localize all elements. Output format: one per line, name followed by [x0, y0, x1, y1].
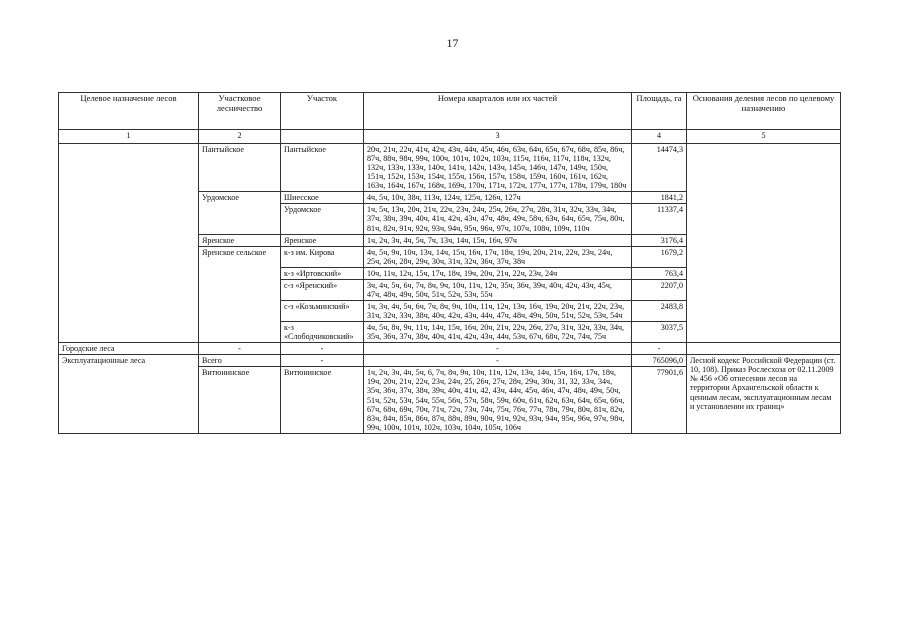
section-cell: - — [281, 343, 364, 355]
table-row-urban — [59, 343, 841, 355]
col-number: 5 — [687, 130, 841, 144]
col-number: 4 — [632, 130, 687, 144]
header-basis: Основания деления лесов по целевому назначению — [687, 93, 841, 130]
quarters-cell: 20ч, 21ч, 22ч, 41ч, 42ч, 43ч, 44ч, 45ч, 46ч, 63ч, 64ч, 65ч, 67ч, 68ч, 85ч, 86ч, 87ч, 88ч, 98ч, 99ч, 100ч, 101ч, 102ч, 103ч, 115ч, 116ч, 117ч, 118ч, 132ч, 132ч, 133ч, 133ч, 140ч, 141ч, 142ч, 143ч, 145ч, 146ч, 147ч, 149ч, 150ч, 151ч, 152ч, 153ч, 154ч, 155ч, 156ч, 157ч, 158ч, 159ч, 160ч, 161ч, 162ч, 163ч, 164ч, 167ч, 168ч, 169ч, 170ч, 171ч, 172ч, 177ч, 177ч, 178ч, 179ч, 180ч — [364, 144, 632, 192]
section-cell: к-з «Иртовский» — [281, 267, 364, 279]
section-cell: Пантыйское — [281, 144, 364, 192]
area-cell: 1679,2 — [632, 246, 687, 267]
area-cell: 11337,4 — [632, 204, 687, 234]
forestry-cell: Всего — [199, 355, 281, 367]
quarters-cell: 1ч, 2ч, 3ч, 4ч, 5ч, 7ч, 13ч, 14ч, 15ч, 16ч, 97ч — [364, 234, 632, 246]
table-row-exploitation-total — [59, 355, 841, 367]
quarters-cell: 4ч, 5ч, 9ч, 10ч, 13ч, 14ч, 15ч, 16ч, 17ч, 18ч, 19ч, 20ч, 21ч, 22ч, 23ч, 24ч, 25ч, 26ч, 28ч, 29ч, 30ч, 31ч, 32ч, 36ч, 37ч, 38ч — [364, 246, 632, 267]
section-cell: с-з «Козьминский» — [281, 300, 364, 321]
quarters-cell: 3ч, 4ч, 5ч, 6ч, 7ч, 8ч, 9ч, 10ч, 11ч, 12ч, 35ч, 36ч, 39ч, 40ч, 42ч, 43ч, 45ч, 47ч, 48ч, 49ч, 50ч, 51ч, 52ч, 53ч, 55ч — [364, 279, 632, 300]
basis-cell — [687, 144, 841, 343]
area-cell: 14474,3 — [632, 144, 687, 192]
quarters-cell: 1ч, 3ч, 4ч, 5ч, 6ч, 7ч, 8ч, 9ч, 10ч, 11ч, 12ч, 13ч, 16ч, 19ч, 20ч, 21ч, 22ч, 23ч, 31ч, 32ч, 33ч, 38ч, 40ч, 42ч, 43ч, 44ч, 47ч, 48ч, 49ч, 50ч, 51ч, 52ч, 53ч, 54ч — [364, 300, 632, 321]
section-cell: к-з им. Кирова — [281, 246, 364, 267]
section-cell: Витюнинское — [281, 367, 364, 433]
section-cell: - — [281, 355, 364, 367]
purpose-cell: Эксплуатационные леса — [59, 355, 199, 434]
quarters-cell: 4ч, 5ч, 10ч, 38ч, 113ч, 124ч, 125ч, 126ч, 127ч — [364, 192, 632, 204]
forestry-cell: Пантыйское — [199, 144, 281, 192]
quarters-cell: 4ч, 5ч, 8ч, 9ч, 11ч, 14ч, 15ч, 16ч, 20ч, 21ч, 22ч, 26ч, 27ч, 31ч, 32ч, 33ч, 34ч, 35ч, 36ч, 37ч, 38ч, 40ч, 41ч, 42ч, 43ч, 44ч, 53ч, 67ч, 68ч, 72ч, 74ч, 75ч — [364, 322, 632, 343]
section-cell: Шиесское — [281, 192, 364, 204]
basis-cell: Лесной кодекс Российской Федерации (ст. 10, 108). Приказ Рослесхоза от 02.11.2009 № 456 «Об отнесении лесов на территории Архангельской области к ценным лесам, эксплуатационным лесам и установлении их границ» — [687, 355, 841, 434]
area-cell: 763,4 — [632, 267, 687, 279]
column-number-row — [59, 130, 841, 144]
header-area: Площадь, га — [632, 93, 687, 130]
area-cell: 3037,5 — [632, 322, 687, 343]
area-cell: 1841,2 — [632, 192, 687, 204]
purpose-cell — [59, 144, 199, 343]
section-cell: Урдомское — [281, 204, 364, 234]
header-forestry: Участковое лесничество — [199, 93, 281, 130]
area-cell: - — [632, 343, 687, 355]
forestry-cell: Яренское сельское — [199, 246, 281, 343]
forestry-cell: Яренское — [199, 234, 281, 246]
forestry-cell: - — [199, 343, 281, 355]
header-purpose: Целевое назначение лесов — [59, 93, 199, 130]
forest-purpose-table — [58, 92, 841, 434]
table-header-row — [59, 93, 841, 130]
col-number: 1 — [59, 130, 199, 144]
section-cell: к-з «Слободчиковский» — [281, 322, 364, 343]
forestry-cell: Урдомское — [199, 192, 281, 234]
section-cell: с-з «Яренский» — [281, 279, 364, 300]
col-number: 2 — [199, 130, 281, 144]
area-cell: 2483,8 — [632, 300, 687, 321]
quarters-cell: 1ч, 2ч, 3ч, 4ч, 5ч, 6, 7ч, 8ч, 9ч, 10ч, 11ч, 12ч, 13ч, 14ч, 15ч, 16ч, 17ч, 18ч, 19ч, 20ч, 21ч, 22ч, 23ч, 24ч, 25, 26ч, 27ч, 28ч, 29ч, 30ч, 31, 32, 33ч, 34ч, 35ч, 36ч, 37ч, 38ч, 39ч, 40ч, 41ч, 42, 43ч, 44ч, 45ч, 46ч, 47ч, 48ч, 49ч, 50ч, 51ч, 52ч, 53ч, 54ч, 55ч, 56ч, 57ч, 58ч, 59ч, 60ч, 61ч, 62ч, 63ч, 64ч, 65ч, 66ч, 67ч, 68ч, 69ч, 70ч, 71ч, 72ч, 73ч, 74ч, 75ч, 76ч, 77ч, 78ч, 79ч, 80ч, 81ч, 82ч, 83ч, 84ч, 85ч, 86ч, 87ч, 88ч, 89ч, 90ч, 91ч, 92ч, 93ч, 94ч, 95ч, 96ч, 97ч, 98ч, 99ч, 100ч, 101ч, 102ч, 103ч, 104ч, 105ч, 106ч — [364, 367, 632, 433]
purpose-cell: Городские леса — [59, 343, 199, 355]
table-row — [59, 144, 841, 192]
area-cell: 77901,6 — [632, 367, 687, 433]
area-cell: 2207,0 — [632, 279, 687, 300]
header-section: Участок — [281, 93, 364, 130]
section-cell: Яренское — [281, 234, 364, 246]
quarters-cell: - — [364, 355, 632, 367]
col-number — [281, 130, 364, 144]
basis-cell — [687, 343, 841, 355]
page-number: 17 — [446, 36, 459, 50]
col-number: 3 — [364, 130, 632, 144]
quarters-cell: 10ч, 11ч, 12ч, 15ч, 17ч, 18ч, 19ч, 20ч, 21ч, 22ч, 23ч, 24ч — [364, 267, 632, 279]
quarters-cell: 1ч, 5ч, 13ч, 20ч, 21ч, 22ч, 23ч, 24ч, 25ч, 26ч, 27ч, 28ч, 31ч, 32ч, 33ч, 34ч, 37ч, 38ч, 39ч, 40ч, 41ч, 42ч, 43ч, 47ч, 48ч, 49ч, 58ч, 63ч, 64ч, 65ч, 75ч, 80ч, 81ч, 82ч, 91ч, 92ч, 93ч, 94ч, 95ч, 96ч, 97ч, 107ч, 108ч, 109ч, 110ч — [364, 204, 632, 234]
header-quarters: Номера кварталов или их частей — [364, 93, 632, 130]
forestry-cell: Витюнинское — [199, 367, 281, 433]
area-cell: 3176,4 — [632, 234, 687, 246]
area-cell: 765096,0 — [632, 355, 687, 367]
quarters-cell: - — [364, 343, 632, 355]
